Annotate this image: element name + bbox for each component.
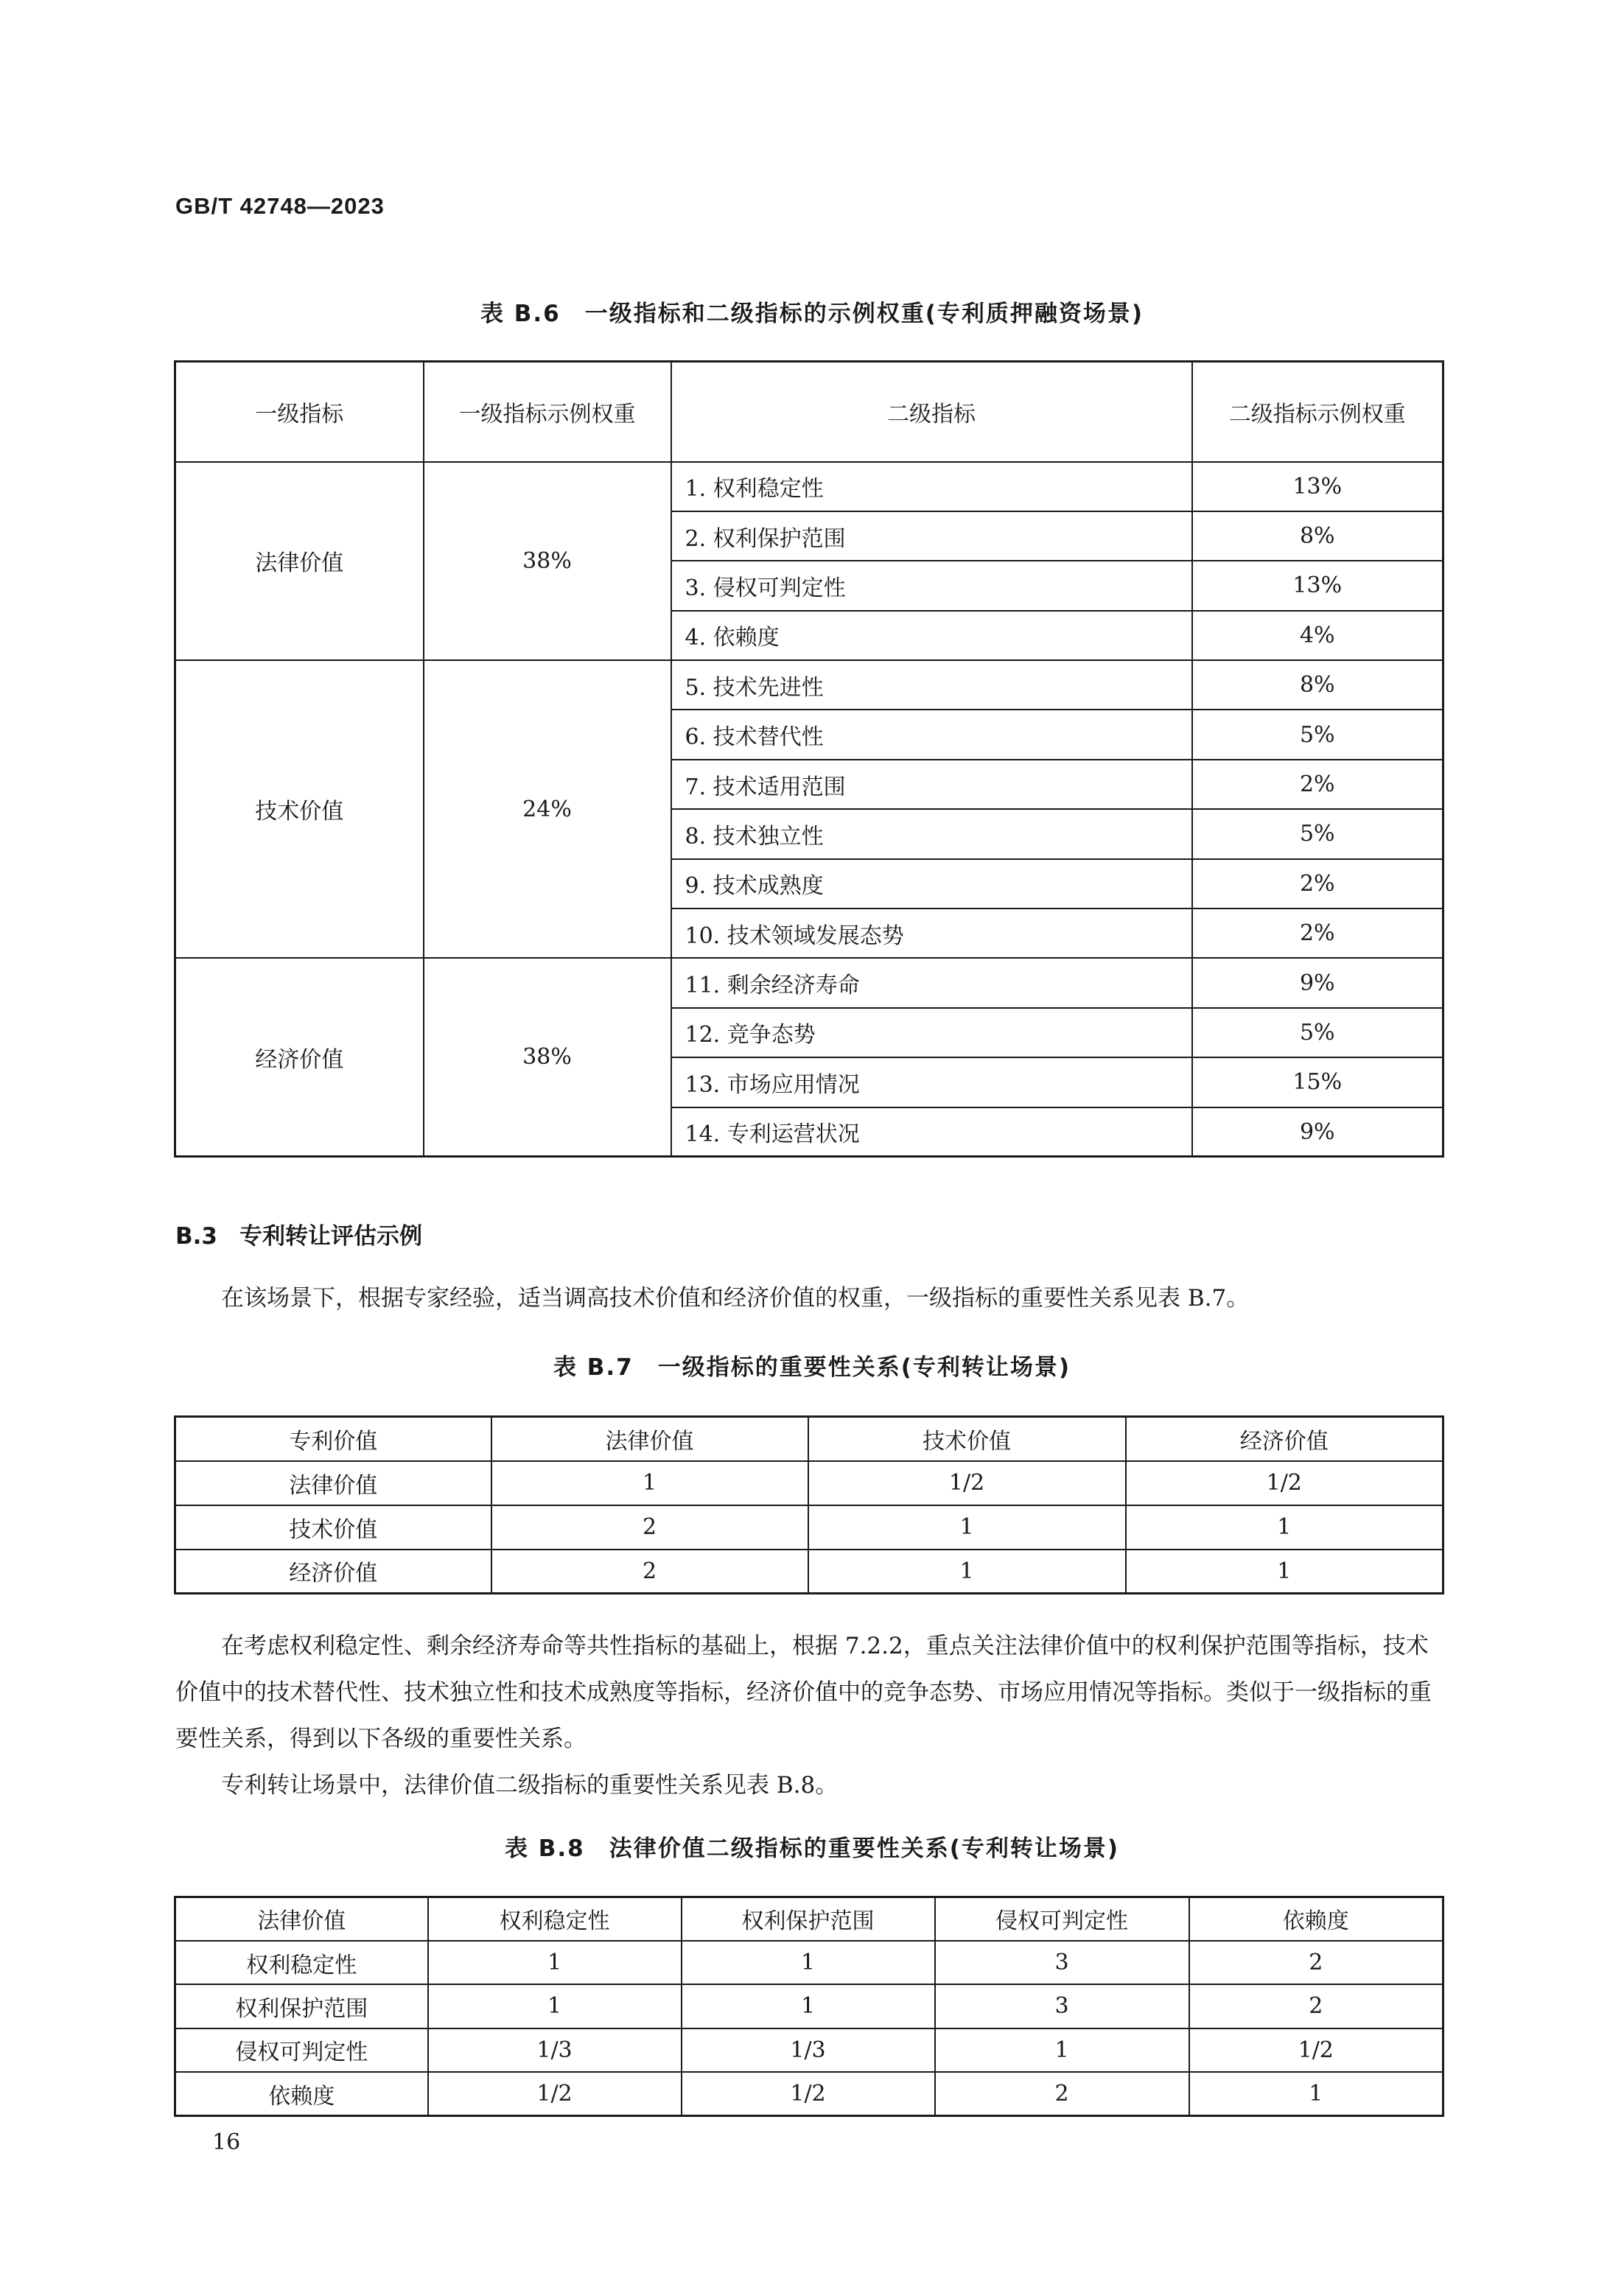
table-b6-caption: 表 B.6 一级指标和二级指标的示例权重(专利质押融资场景)	[480, 301, 1144, 327]
table-b8	[174, 1896, 1444, 2117]
column-header: 专利价值	[175, 1417, 491, 1461]
table-row	[175, 2028, 1443, 2072]
table-b6	[174, 360, 1444, 1158]
table-cell: 1	[428, 1984, 682, 2028]
table-cell: 1/3	[428, 2028, 682, 2072]
table-row	[175, 2072, 1443, 2115]
table-cell: 2	[491, 1550, 808, 1594]
secondary-indicator-name: 2. 权利保护范围	[671, 511, 1192, 561]
table-cell: 1/2	[1126, 1461, 1443, 1505]
secondary-indicator-weight: 8%	[1192, 660, 1443, 710]
secondary-indicator-weight: 13%	[1192, 462, 1443, 511]
table-cell: 2	[1189, 1941, 1443, 1984]
table-row	[175, 462, 1443, 511]
row-header: 权利保护范围	[175, 1984, 428, 2028]
secondary-indicator-name: 8. 技术独立性	[671, 809, 1192, 858]
table-cell: 2	[935, 2072, 1189, 2115]
secondary-indicator-name: 10. 技术领域发展态势	[671, 909, 1192, 958]
table-cell: 2	[491, 1505, 808, 1550]
secondary-indicator-weight: 5%	[1192, 710, 1443, 759]
column-header: 法律价值	[491, 1417, 808, 1461]
secondary-indicator-name: 1. 权利稳定性	[671, 462, 1192, 511]
table-cell: 1	[682, 1984, 935, 2028]
primary-indicator-name: 技术价值	[175, 660, 424, 958]
table-cell: 1	[935, 2028, 1189, 2072]
table-cell: 3	[935, 1984, 1189, 2028]
section-number: B.3	[175, 1223, 217, 1250]
table-header-row	[175, 1897, 1443, 1941]
column-header: 侵权可判定性	[935, 1897, 1189, 1941]
secondary-indicator-weight: 9%	[1192, 958, 1443, 1007]
secondary-indicator-weight: 13%	[1192, 561, 1443, 610]
section-b3-heading	[175, 1217, 422, 1250]
secondary-indicator-weight: 5%	[1192, 809, 1443, 858]
column-header: 一级指标示例权重	[424, 362, 671, 462]
primary-indicator-name: 经济价值	[175, 958, 424, 1157]
secondary-indicator-name: 3. 侵权可判定性	[671, 561, 1192, 610]
page-number: 16	[212, 2129, 241, 2155]
column-header: 技术价值	[808, 1417, 1126, 1461]
column-header: 权利稳定性	[428, 1897, 682, 1941]
column-header: 经济价值	[1126, 1417, 1443, 1461]
row-header: 经济价值	[175, 1550, 491, 1594]
primary-indicator-weight: 38%	[424, 958, 671, 1157]
column-header: 权利保护范围	[682, 1897, 935, 1941]
secondary-indicator-name: 12. 竞争态势	[671, 1008, 1192, 1057]
secondary-indicator-weight: 4%	[1192, 611, 1443, 660]
section-b3-intro: 在该场景下，根据专家经验，适当调高技术价值和经济价值的权重，一级指标的重要性关系见表 B.7。	[221, 1285, 1250, 1312]
secondary-indicator-weight: 15%	[1192, 1057, 1443, 1107]
table-cell: 1/2	[682, 2072, 935, 2115]
table-cell: 1/2	[808, 1461, 1126, 1505]
table-b7	[174, 1415, 1444, 1594]
table-row	[175, 1505, 1443, 1550]
secondary-indicator-name: 13. 市场应用情况	[671, 1057, 1192, 1107]
secondary-indicator-name: 9. 技术成熟度	[671, 859, 1192, 909]
table-b8-caption: 表 B.8 法律价值二级指标的重要性关系(专利转让场景)	[504, 1835, 1120, 1862]
row-header: 依赖度	[175, 2072, 428, 2115]
table-row	[175, 1550, 1443, 1594]
row-header: 侵权可判定性	[175, 2028, 428, 2072]
secondary-indicator-name: 14. 专利运营状况	[671, 1107, 1192, 1157]
table-cell: 1	[1126, 1505, 1443, 1550]
secondary-indicator-weight: 9%	[1192, 1107, 1443, 1157]
table-cell: 1	[428, 1941, 682, 1984]
table-cell: 2	[1189, 1984, 1443, 2028]
column-header: 依赖度	[1189, 1897, 1443, 1941]
table-row	[175, 958, 1443, 1007]
table-cell: 1	[1126, 1550, 1443, 1594]
table-cell: 1	[808, 1505, 1126, 1550]
table-cell: 1	[491, 1461, 808, 1505]
column-header: 二级指标	[671, 362, 1192, 462]
secondary-indicator-name: 7. 技术适用范围	[671, 760, 1192, 809]
row-header: 权利稳定性	[175, 1941, 428, 1984]
paragraph-common-indicators: 在考虑权利稳定性、剩余经济寿命等共性指标的基础上，根据 7.2.2，重点关注法律价值中的权利保护范围等指标，技术价值中的技术替代性、技术独立性和技术成熟度等指标，经济价值中的竞争态势、市场应用情况等指标。类似于一级指标的重要性关系，得到以下各级的重要性关系。	[175, 1633, 1432, 1752]
primary-indicator-name: 法律价值	[175, 462, 424, 661]
table-header-row	[175, 362, 1443, 462]
primary-indicator-weight: 24%	[424, 660, 671, 958]
secondary-indicator-name: 4. 依赖度	[671, 611, 1192, 660]
row-header: 技术价值	[175, 1505, 491, 1550]
secondary-indicator-weight: 2%	[1192, 909, 1443, 958]
secondary-indicator-name: 11. 剩余经济寿命	[671, 958, 1192, 1007]
table-cell: 1/2	[1189, 2028, 1443, 2072]
secondary-indicator-name: 5. 技术先进性	[671, 660, 1192, 710]
table-cell: 1	[682, 1941, 935, 1984]
table-cell: 1/2	[428, 2072, 682, 2115]
column-header: 一级指标	[175, 362, 424, 462]
column-header: 二级指标示例权重	[1192, 362, 1443, 462]
row-header: 法律价值	[175, 1461, 491, 1505]
table-row	[175, 660, 1443, 710]
table-row	[175, 1941, 1443, 1984]
paragraph-table-b8-ref: 专利转让场景中，法律价值二级指标的重要性关系见表 B.8。	[221, 1772, 839, 1799]
table-header-row	[175, 1417, 1443, 1461]
table-b7-caption: 表 B.7 一级指标的重要性关系(专利转让场景)	[553, 1354, 1071, 1381]
secondary-indicator-weight: 5%	[1192, 1008, 1443, 1057]
column-header: 法律价值	[175, 1897, 428, 1941]
secondary-indicator-weight: 2%	[1192, 760, 1443, 809]
table-cell: 1/3	[682, 2028, 935, 2072]
secondary-indicator-weight: 8%	[1192, 511, 1443, 561]
table-row	[175, 1984, 1443, 2028]
section-title: 专利转让评估示例	[239, 1223, 422, 1250]
standard-number: GB/T 42748—2023	[175, 193, 385, 219]
secondary-indicator-name: 6. 技术替代性	[671, 710, 1192, 759]
primary-indicator-weight: 38%	[424, 462, 671, 661]
table-row	[175, 1461, 1443, 1505]
table-cell: 1	[1189, 2072, 1443, 2115]
secondary-indicator-weight: 2%	[1192, 859, 1443, 909]
table-cell: 1	[808, 1550, 1126, 1594]
table-cell: 3	[935, 1941, 1189, 1984]
